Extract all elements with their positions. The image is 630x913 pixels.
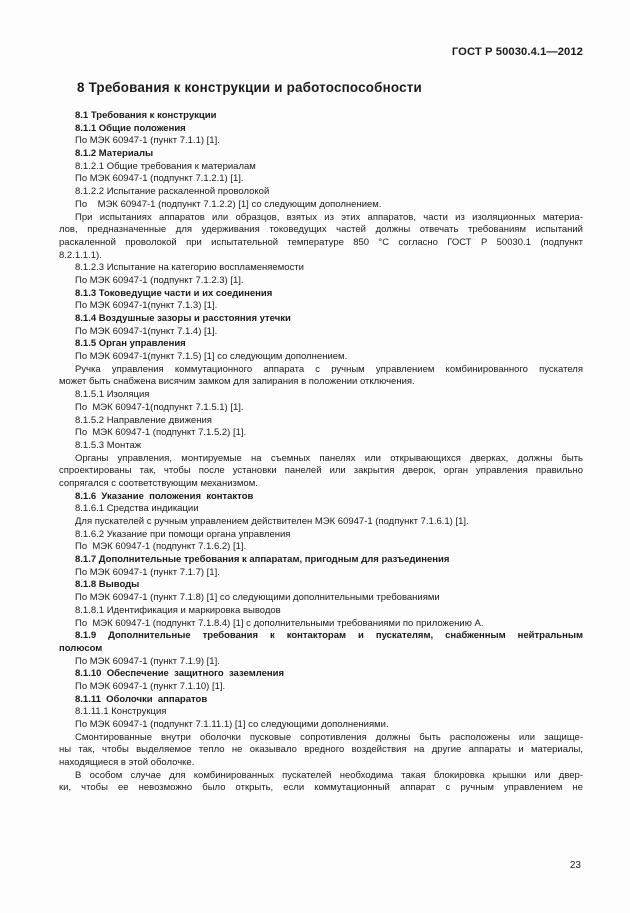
text-line: По МЭК 60947-1 (подпункт 7.1.2.1) [1]. — [75, 173, 244, 185]
text-line: По МЭК 60947-1 (пункт 7.1.9) [1]. — [75, 655, 220, 667]
text-line: лов, предназначенные для удерживания токоведущих частей должны отвечать требованиям испытаний — [59, 224, 583, 236]
text-line: По МЭК 60947-1(пункт 7.1.5) [1] со следующим дополнением. — [75, 351, 348, 363]
text-line: 8.1.5.3 Монтаж — [75, 439, 142, 451]
text-line: При испытаниях аппаратов или образцов, взятых из этих аппаратов, части из изоляционных материа- — [75, 211, 583, 223]
text-line: По МЭК 60947-1 (пункт 7.1.8) [1] со следующими дополнительными требованиями — [75, 592, 440, 604]
text-line: может быть снабжена висячим замком для запирания в положении отключения. — [59, 376, 415, 388]
text-line: 8.1.1 Общие положения — [75, 122, 186, 134]
text-line: 8.1.7 Дополнительные требования к аппаратам, пригодным для разъединения — [75, 554, 450, 566]
text-line: 8.1 Требования к конструкции — [75, 110, 217, 121]
text-line: Ручка управления коммутационного аппарата с ручным управлением комбинированного пускателя — [75, 363, 583, 375]
text-line: сопрягался с соответствующим механизмом. — [59, 477, 258, 489]
text-line: В особом случае для комбинированных пускателей необходима такая блокировка крышки или двер- — [75, 769, 583, 781]
text-line: 8.1.5.1 Изоляция — [75, 389, 150, 401]
text-line: 8.1.11.1 Конструкция — [75, 706, 167, 718]
text-line: 8.1.2 Материалы — [75, 148, 154, 160]
section-body — [59, 110, 583, 795]
section-title: 8 Требования к конструкции и работоспособности — [77, 80, 422, 95]
text-line: 8.1.8 Выводы — [75, 579, 140, 591]
text-line: 8.1.6 Указание положения контактов — [75, 490, 254, 502]
text-line: По МЭК 60947-1 (подпункт 7.1.2.3) [1]. — [75, 274, 244, 286]
text-line: 8.1.2.3 Испытание на категорию воспламеняемости — [75, 262, 304, 274]
text-line: 8.1.8.1 Идентификация и маркировка выводов — [75, 604, 281, 616]
text-line: По МЭК 60947-1 (пункт 7.1.7) [1]. — [75, 566, 220, 578]
text-line: полюсом — [59, 642, 103, 654]
text-line: По МЭК 60947-1 (подпункт 7.1.11.1) [1] со следующими дополнениями. — [75, 719, 389, 730]
text-line: 8.1.3 Токоведущие части и их соединения — [75, 287, 273, 299]
text-line: 8.1.5 Орган управления — [75, 338, 186, 350]
text-line: спроектированы так, чтобы после установки панелей или закрытия дверок, орган управления правильно — [59, 465, 583, 477]
text-line: По МЭК 60947-1 (пункт 7.1.1) [1]. — [75, 135, 220, 147]
text-line: Для пускателей с ручным управлением действителен МЭК 60947-1 (подпункт 7.1.6.1) [1]. — [75, 516, 469, 527]
text-line: 8.1.9 Дополнительные требования к контакторам и пускателям, снабженным нейтральным — [75, 630, 583, 642]
text-line: По МЭК 60947-1(пункт 7.1.3) [1]. — [75, 300, 218, 312]
text-line: Органы управления, монтируемые на съемных панелях или открывающихся дверках, должны быть — [75, 452, 583, 464]
text-line: По МЭК 60947-1(подпункт 7.1.5.1) [1]. — [75, 401, 244, 413]
text-line: По МЭК 60947-1 (подпункт 7.1.6.2) [1]. — [75, 541, 247, 553]
text-line: 8.1.2.1 Общие требования к материалам — [75, 160, 256, 172]
text-line: 8.1.2.2 Испытание раскаленной проволокой — [75, 186, 270, 198]
text-line: 8.1.5.2 Направление движения — [75, 414, 212, 426]
text-line: находящиеся в этой оболочке. — [59, 757, 195, 769]
text-line: По МЭК 60947-1(пункт 7.1.4) [1]. — [75, 325, 218, 337]
text-line: По МЭК 60947-1 (подпункт 7.1.2.2) [1] со следующим дополнением. — [75, 198, 382, 210]
text-line: 8.1.10 Обеспечение защитного заземления — [75, 668, 285, 680]
text-line: 8.2.1.1.1). — [59, 249, 102, 261]
text-line: 8.1.11 Оболочки аппаратов — [75, 693, 208, 705]
text-line: 8.1.4 Воздушные зазоры и расстояния утечки — [75, 313, 291, 324]
text-line: 8.1.6.2 Указание при помощи органа управления — [75, 528, 291, 540]
text-line: Смонтированные внутри оболочки пусковые сопротивления должны быть расположены или защище- — [75, 731, 583, 743]
text-line: раскаленной проволокой при испытательной температуре 850 °С согласно ГОСТ Р 50030.1 (подпункт — [59, 236, 583, 248]
text-line: 8.1.6.1 Средства индикации — [75, 503, 199, 515]
text-line: По МЭК 60947-1 (пункт 7.1.10) [1]. — [75, 680, 226, 692]
text-line: По МЭК 60947-1 (подпункт 7.1.8.4) [1] с дополнительными требованиями по приложению А. — [75, 617, 484, 629]
text-line: По МЭК 60947-1 (подпункт 7.1.5.2) [1]. — [75, 427, 247, 439]
document-header: ГОСТ Р 50030.4.1—2012 — [451, 46, 583, 58]
text-line: ки, чтобы ее невозможно было открыть, если коммутационный аппарат с ручным управлением не — [59, 782, 583, 794]
text-line: ны так, чтобы выделяемое тепло не оказывало вредного воздействия на другие аппараты и материалы, — [59, 744, 583, 756]
page-number: 23 — [569, 860, 581, 871]
